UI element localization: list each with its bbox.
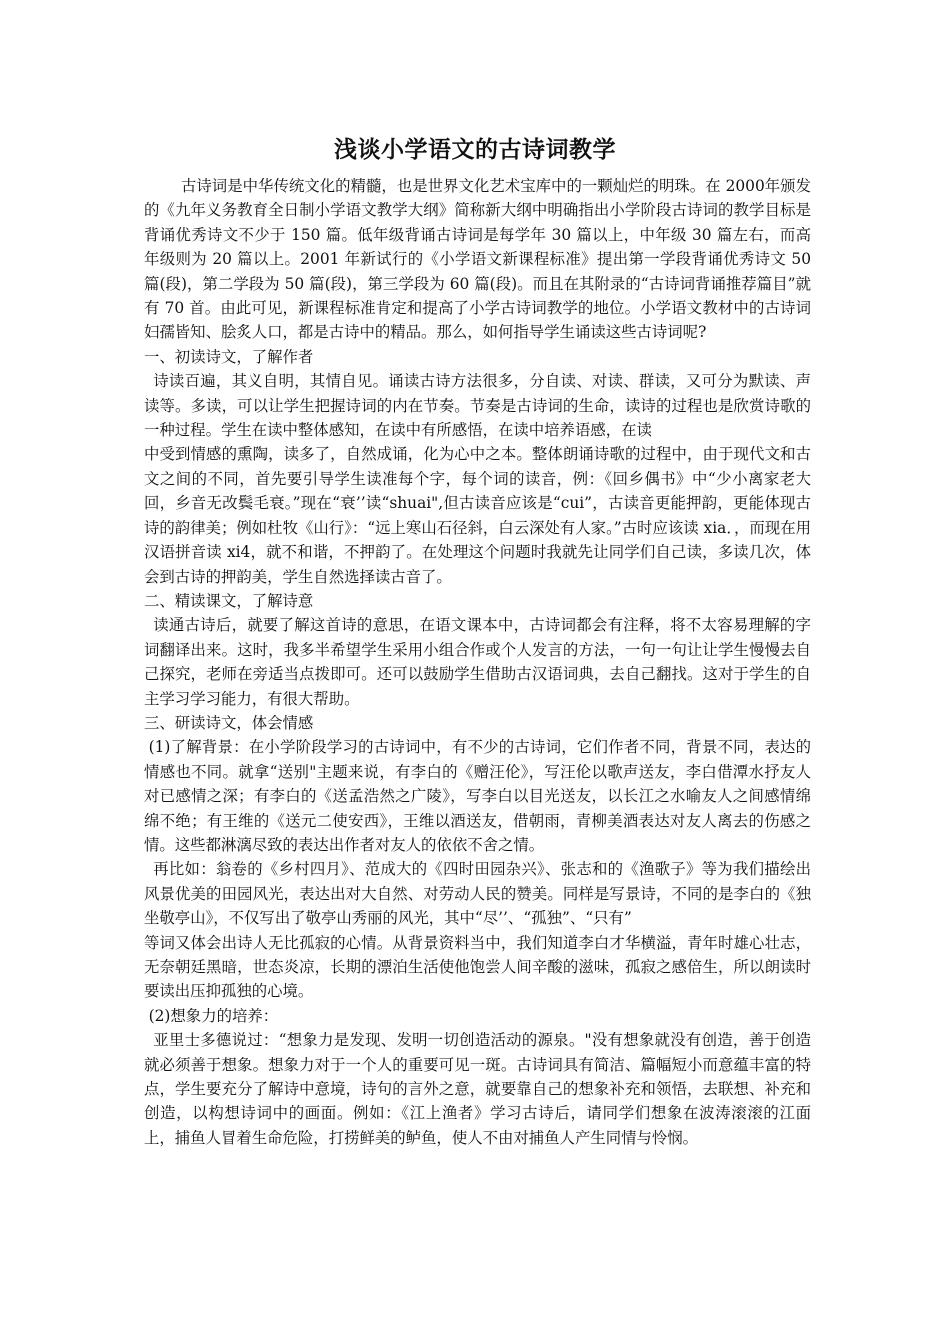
section3-subheading-2: (2)想象力的培养： bbox=[148, 1006, 279, 1025]
section3-paragraph-3: 亚里士多德说过：“想象力是发现、发明一切创造活动的源泉。"没有想象就没有创造，善于创造就必须善于想象。想象力对于一个人的重要可见一斑。古诗词具有简洁、篇幅短小而意蕴丰富的特点，学生要充分了解诗中意境，诗句的言外之意，就要靠自己的想象补充和领悟，去联想、补充和创造，以构想诗词中的画面。例如：《江上渔者》学习古诗后，请同学们想象在波涛滚滚的江面上，捕鱼人冒着生命危险，打捞鲜美的鲈鱼，使人不由对捕鱼人产生同情与怜悯。 bbox=[144, 1031, 811, 1147]
section3-paragraph-2b: 等词又体会出诗人无比孤寂的心情。从背景资料当中，我们知道李白才华横溢，青年时雄心壮志，无奈朝廷黑暗，世态炎凉，长期的漂泊生活使他饱尝人间辛酸的滋味，孤寂之感倍生，所以朗读时要读出压抑孤独的心境。 bbox=[144, 933, 811, 1001]
section2-paragraph: 读通古诗后，就要了解这首诗的意思，在语文课本中，古诗词都会有注释，将不太容易理解的字词翻译出来。这时，我多半希望学生采用小组合作或个人发言的方法，一句一句让让学生慢慢去自己探究，老师在旁适当点拨即可。还可以鼓励学生借助古汉语词典，去自己翻找。这对于学生的自主学习学习能力，有很大帮助。 bbox=[144, 616, 811, 708]
section1-paragraph-2: 中受到情感的熏陶，读多了，自然成诵，化为心中之本。整体朗诵诗歌的过程中，由于现代文和古文之间的不同，首先要引导学生读准每个字，每个词的读音，例：《回乡偶书》中“少小离家老大回，乡音无改鬓毛衰。”现在“衰’’读“shuai",但古读音应该是“cui”，古读音更能押韵，更能体现古诗的韵律美；例如杜牧《山行》：“远上寒山石径斜，白云深处有人家。”古时应该读 xia．，而现在用汉语拼音读 xi4，就不和谐，不押韵了。在处理这个问题时我就先让同学们自己读，多读几次，体会到古诗的押韵美，学生自然选择读古音了。 bbox=[144, 445, 811, 586]
section1-paragraph-1: 诗读百遍，其义自明，其情自见。诵读古诗方法很多，分自读、对读、群读，又可分为默读、声读等。多读，可以让学生把握诗词的内在节奏。节奏是古诗词的生命，读诗的过程也是欣赏诗歌的一种过程。学生在读中整体感知，在读中有所感悟，在读中培养语感，在读 bbox=[144, 372, 811, 440]
section3-paragraph-1: (1)了解背景：在小学阶段学习的古诗词中，有不少的古诗词，它们作者不同，背景不同，表达的情感也不同。就拿“送别"主题来说，有李白的《赠汪伦》，写汪伦以歌声送友，李白借潭水抒友人对已感情之深；有李白的《送孟浩然之广陵》，写李白以目光送友，以长江之水喻友人之间感情绵绵不绝；有王维的《送元二使安西》，王维以酒送友，借朝雨，青柳美酒表达对友人离去的伤感之情。这些都淋漓尽致的表达出作者对友人的依依不舍之情。 bbox=[144, 738, 811, 854]
document-body bbox=[144, 174, 811, 1150]
section-heading-3: 三、研读诗文，体会情感 bbox=[144, 713, 314, 732]
intro-paragraph: 古诗词是中华传统文化的精髓，也是世界文化艺术宝库中的一颗灿烂的明珠。在 2000年颁发的《九年义务教育全日制小学语文教学大纲》简称新大纲中明确指出小学阶段古诗词的教学目标是背诵优秀诗文不少于 150 篇。低年级背诵古诗词是每学年 30 篇以上，中年级 30 篇左右，而高年级则为 20 篇以上。2001 年新试行的《小学语文新课程标准》提出第一学段背诵优秀诗文 50 篇(段)，第二学段为 50 篇(段)，第三学段为 60 篇(段)。而且在其附录的“古诗词背诵推荐篇目”就有 70 首。由此可见，新课程标准肯定和提高了小学古诗词教学的地位。小学语文教材中的古诗词妇孺皆知、脍炙人口，都是古诗中的精品。那么，如何指导学生诵读这些古诗词呢? bbox=[144, 177, 811, 342]
section-heading-1: 一、初读诗文，了解作者 bbox=[144, 347, 314, 366]
document-title: 浅谈小学语文的古诗词教学 bbox=[334, 136, 616, 163]
section-heading-2: 二、精读课文，了解诗意 bbox=[144, 591, 314, 610]
section3-paragraph-2a: 再比如：翁卷的《乡村四月》、范成大的《四时田园杂兴》、张志和的《渔歌子》等为我们描绘出风景优美的田园风光，表达出对大自然、对劳动人民的赞美。同样是写景诗，不同的是李白的《独坐敬亭山》，不仅写出了敬亭山秀丽的风光，其中“尽’’、“孤独”、“只有” bbox=[144, 860, 811, 928]
